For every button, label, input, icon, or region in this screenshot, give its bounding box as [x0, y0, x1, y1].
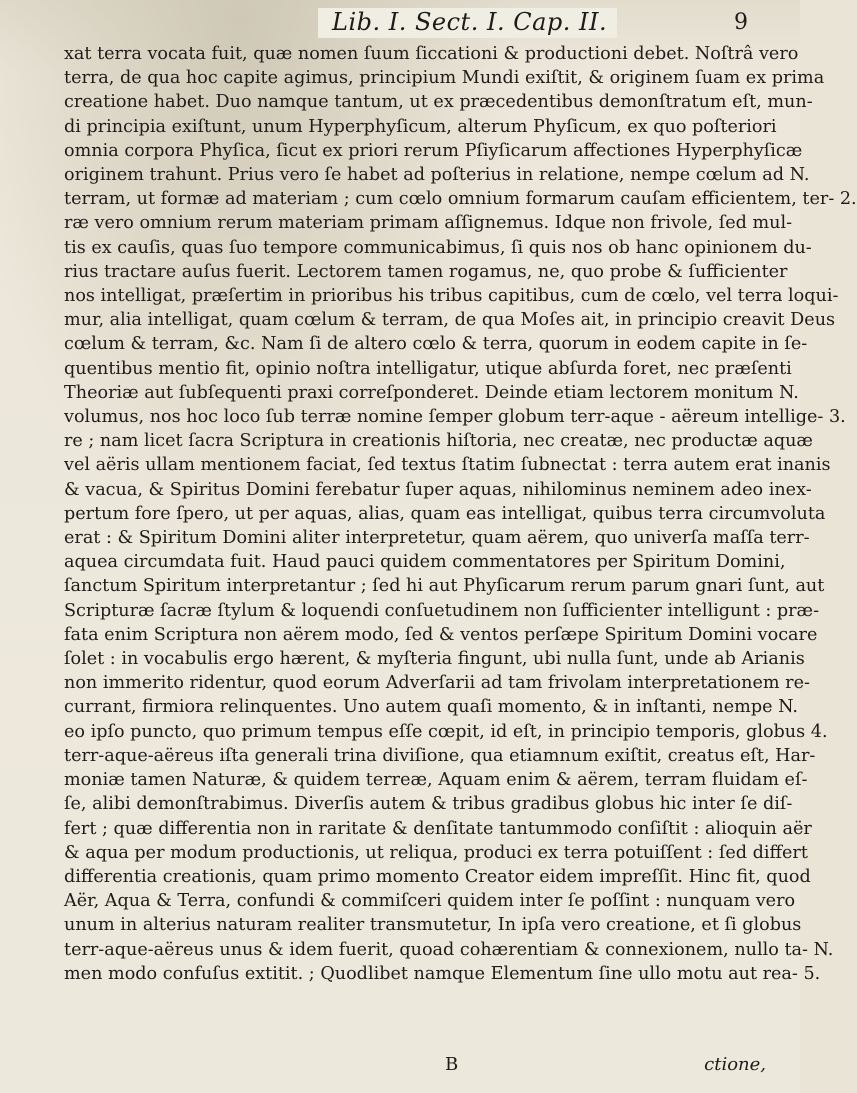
text-line: ræ vero omnium rerum materiam primam aſſignemus. Idque non frivole, ſed mul- [64, 213, 793, 234]
text-line: Aër, Aqua & Terra, confundi & commiſceri quidem inter ſe poſſint : nunquam vero [64, 891, 796, 912]
text-line: cœlum & terram, &c. Nam ſi de altero cœlo & terra, quorum in eodem capite in ſe- [64, 334, 808, 355]
text-line: fata enim Scriptura non aërem modo, ſed & ventos perſæpe Spiritum Domini vocare [64, 624, 818, 645]
text-line: terra, de qua hoc capite agimus, principium Mundi exiſtit, & originem ſuam ex prima [64, 68, 825, 89]
text-line: men modo confuſus extitit. ; Quodlibet namque Elementum ſine ullo motu aut rea- 5. [64, 963, 821, 984]
text-line: omnia corpora Phyſica, ſicut ex priori rerum Pſiyſicarum affectiones Hyperphyſicæ [64, 140, 803, 161]
text-line: moniæ tamen Naturæ, & quidem terreæ, Aquam enim & aërem, terram fluidam eſ- [64, 770, 808, 791]
page-footer [0, 1052, 800, 1082]
body-text [64, 42, 857, 986]
text-line: vel aëris ullam mentionem faciat, ſed textus ſtatim ſubnectat : terra autem erat inanis [64, 455, 831, 476]
text-line: re ; nam licet ſacra Scriptura in creationis hiſtoria, nec creatæ, nec productæ aquæ [64, 431, 813, 452]
running-head: Lib. I. Sect. I. Cap. II. [318, 8, 617, 38]
text-line: rius tractare auſus fuerit. Lectorem tamen rogamus, ne, quo probe & ſufficienter [64, 261, 788, 282]
text-line: tis ex cauſis, quas ſuo tempore communicabimus, ſi quis nos ob hanc opinionem du- [64, 237, 812, 258]
text-line: eo ipſo puncto, quo primum tempus eſſe cœpit, id eſt, in principio temporis, globus 4. [64, 721, 828, 742]
text-line: nos intelligat, præſertim in prioribus his tribus capitibus, cum de cœlo, vel terra loqui- [64, 286, 839, 307]
catchword: ctione, [704, 1054, 766, 1075]
text-line: quentibus mentio fit, opinio noſtra intelligatur, utique abſurda foret, nec præſenti [64, 358, 792, 379]
text-line: currant, firmiora relinquentes. Uno autem quaſi momento, & in inſtanti, nempe N. [64, 697, 798, 718]
text-line: non immerito ridentur, quod eorum Adverſarii ad tam frivolam interpretationem re- [64, 673, 810, 694]
page-header [0, 6, 800, 42]
text-line: ſe, alibi demonſtrabimus. Diverſis autem & tribus gradibus globus hic inter ſe diſ- [64, 794, 793, 815]
text-line: terr-aque-aëreus iſta generali trina diviſione, qua etiamnum exiſtit, creatus eſt, Har- [64, 745, 816, 766]
text-line: mur, alia intelligat, quam cœlum & terram, de qua Moſes ait, in principio creavit Deus [64, 310, 836, 331]
text-line: & aqua per modum productionis, ut reliqua, produci ex terra potuiſſent : ſed differt [64, 842, 808, 863]
text-line: ſolet : in vocabulis ergo hærent, & myſteria fingunt, ubi nulla ſunt, unde ab Arianis [64, 649, 805, 670]
page-number: 9 [734, 10, 748, 35]
text-line: terram, ut formæ ad materiam ; cum cœlo omnium formarum cauſam efficientem, ter- 2. [64, 189, 857, 210]
text-line: unum in alterius naturam realiter transmutetur, In ipſa vero creatione, et ſi globus [64, 915, 802, 936]
text-line: fert ; quæ differentia non in raritate & denſitate tantummodo conſiſtit : alioquin aër [64, 818, 812, 839]
text-line: Scripturæ ſacræ ſtylum & loquendi conſuetudinem non ſufficienter intelligunt : præ- [64, 600, 820, 621]
text-line: & vacua, & Spiritus Domini ferebatur ſuper aquas, nihilominus neminem adeo inex- [64, 479, 812, 500]
signature-mark: B [445, 1054, 459, 1075]
text-line: originem trahunt. Prius vero ſe habet ad poſterius in relatione, nempe cœlum ad N. [64, 165, 810, 186]
text-line: erat : & Spiritum Domini aliter interpretetur, quam aërem, quo univerſa maſſa terr- [64, 528, 810, 549]
text-line: Theoriæ aut ſubſequenti praxi correſponderet. Deinde etiam lectorem monitum N. [64, 382, 799, 403]
text-line: xat terra vocata fuit, quæ nomen ſuum ſiccationi & productioni debet. Noſtrâ vero [64, 44, 799, 64]
text-line: aquea circumdata fuit. Haud pauci quidem commentatores per Spiritum Domini, [64, 552, 786, 573]
text-line: ſanctum Spiritum interpretantur ; ſed hi aut Phyſicarum rerum parum gnari ſunt, aut [64, 576, 825, 597]
text-line: volumus, nos hoc loco ſub terræ nomine ſemper globum terr-aque - aëreum intellige- 3. [64, 407, 846, 428]
text-line: terr-aque-aëreus unus & idem fuerit, quoad cohærentiam & connexionem, nullo ta- N. [64, 939, 834, 960]
text-line: di principia exiſtunt, unum Hyperphyſicum, alterum Phyſicum, ex quo poſteriori [64, 116, 777, 137]
text-line: differentia creationis, quam primo momento Creator eidem impreſſit. Hinc fit, quod [64, 866, 811, 887]
text-line: creatione habet. Duo namque tantum, ut ex præcedentibus demonſtratum eſt, mun- [64, 92, 813, 113]
text-line: pertum fore ſpero, ut per aquas, alias, quam eas intelligat, quibus terra circumvoluta [64, 503, 826, 524]
